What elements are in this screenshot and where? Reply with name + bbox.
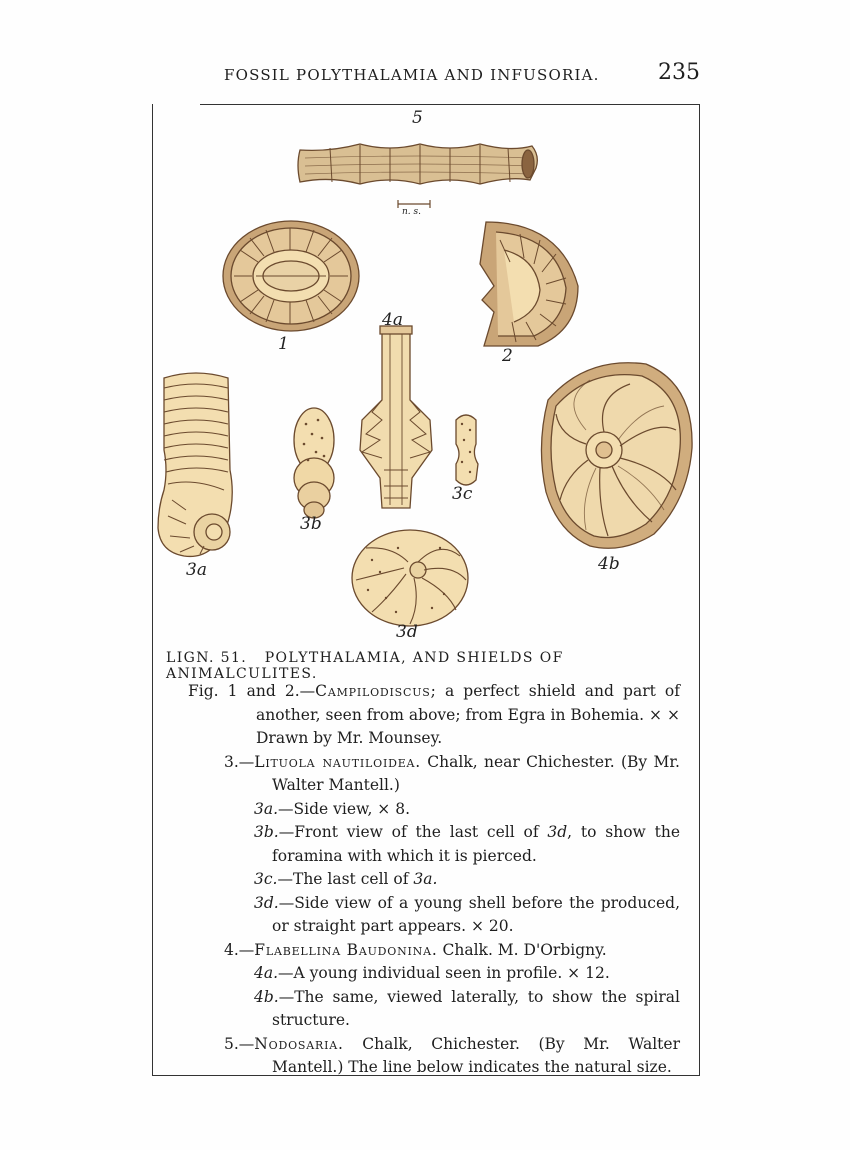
fig-ref: 3d.	[254, 893, 279, 912]
entry-text: Chalk, Chichester. (By Mr. Walter Mantell.) The line below indicates the natural size.	[272, 1034, 680, 1076]
entry-3	[160, 751, 680, 798]
figure-1-campilodiscus	[223, 221, 359, 331]
figure-label-1: 1	[278, 334, 289, 354]
entry-4	[160, 939, 680, 963]
fig-ref: 3d	[547, 823, 568, 841]
figure-label-3a: 3a	[186, 560, 207, 580]
fig-ref: 3a.	[413, 870, 438, 888]
figure-3b-lituola-front	[294, 408, 334, 518]
entry-3a	[160, 798, 680, 822]
entry-3b	[160, 821, 680, 868]
entry-3d	[160, 892, 680, 939]
figure-label-4b: 4b	[598, 554, 620, 574]
fig-ref: 4b.	[254, 987, 279, 1006]
plate-caption	[166, 650, 686, 682]
entry-lead: 4.—	[224, 940, 255, 959]
entry-text: —Side view, × 8.	[278, 799, 411, 818]
fig-ref: 4a.	[254, 964, 279, 982]
page-number: 235	[658, 60, 700, 85]
entry-lead: 5.—	[224, 1034, 255, 1053]
entry-5	[160, 1033, 680, 1080]
entry-text: —The last cell of	[277, 870, 414, 888]
running-title: FOSSIL POLYTHALAMIA AND INFUSORIA.	[224, 66, 600, 84]
lign-number: LIGN. 51.	[166, 650, 248, 666]
figure-2-campilodiscus-fragment	[480, 222, 578, 346]
taxon-name: Campilodiscus	[315, 682, 431, 700]
figure-5-nodosaria	[298, 144, 537, 208]
taxon-name: Nodosaria.	[254, 1034, 344, 1053]
entry-3c	[160, 868, 680, 892]
figure-3a-lituola-side	[158, 373, 232, 556]
entry-4b	[160, 986, 680, 1033]
entry-text: ; a perfect shield and part of another, seen from above; from Egra in Bohemia. × × Drawn by Mr. Mounsey.	[256, 682, 681, 747]
entry-4a	[160, 962, 680, 986]
entry-text: Chalk, near Chichester. (By Mr. Walter Mantell.)	[272, 752, 680, 794]
taxon-name: Flabellina Baudonina.	[254, 940, 438, 959]
fig-ref: 3c.	[254, 870, 278, 888]
entry-text: —Front view of the last cell of	[278, 823, 548, 841]
entry-fig-1-2	[160, 680, 680, 751]
figure-4a-flabellina-profile	[360, 326, 432, 508]
figure-label-4a: 4a	[382, 310, 403, 330]
caption-title: POLYTHALAMIA, AND SHIELDS OF ANIMALCULITES.	[166, 650, 564, 682]
entry-text: —The same, viewed laterally, to show the spiral structure.	[272, 987, 680, 1029]
figure-3d-young-shell	[352, 530, 468, 626]
natural-size-label: n. s.	[402, 207, 421, 217]
figure-3c-last-cell	[456, 415, 478, 485]
fig-ref: 3b.	[254, 823, 279, 841]
entry-text: , to show the foramina with which it is pierced.	[272, 823, 680, 865]
figure-explanations	[160, 680, 680, 1080]
entry-text: —A young individual seen in profile. × 12.	[278, 964, 610, 982]
figure-label-3c: 3c	[452, 484, 473, 504]
entry-text: Chalk. M. D'Orbigny.	[437, 940, 607, 959]
figure-label-3b: 3b	[300, 514, 322, 534]
entry-text: —Side view of a young shell before the produced, or straight part appears. × 20.	[272, 893, 680, 935]
figure-4b-flabellina-spiral	[541, 363, 692, 549]
entry-lead: 3.—	[224, 752, 255, 771]
figure-label-3d: 3d	[396, 622, 418, 642]
fig-ref: 3a.	[254, 799, 279, 818]
figure-label-2: 2	[502, 346, 513, 366]
figure-label-5: 5	[412, 108, 423, 128]
entry-lead: Fig. 1 and 2.—	[188, 682, 316, 700]
taxon-name: Lituola nautiloidea.	[254, 752, 422, 771]
